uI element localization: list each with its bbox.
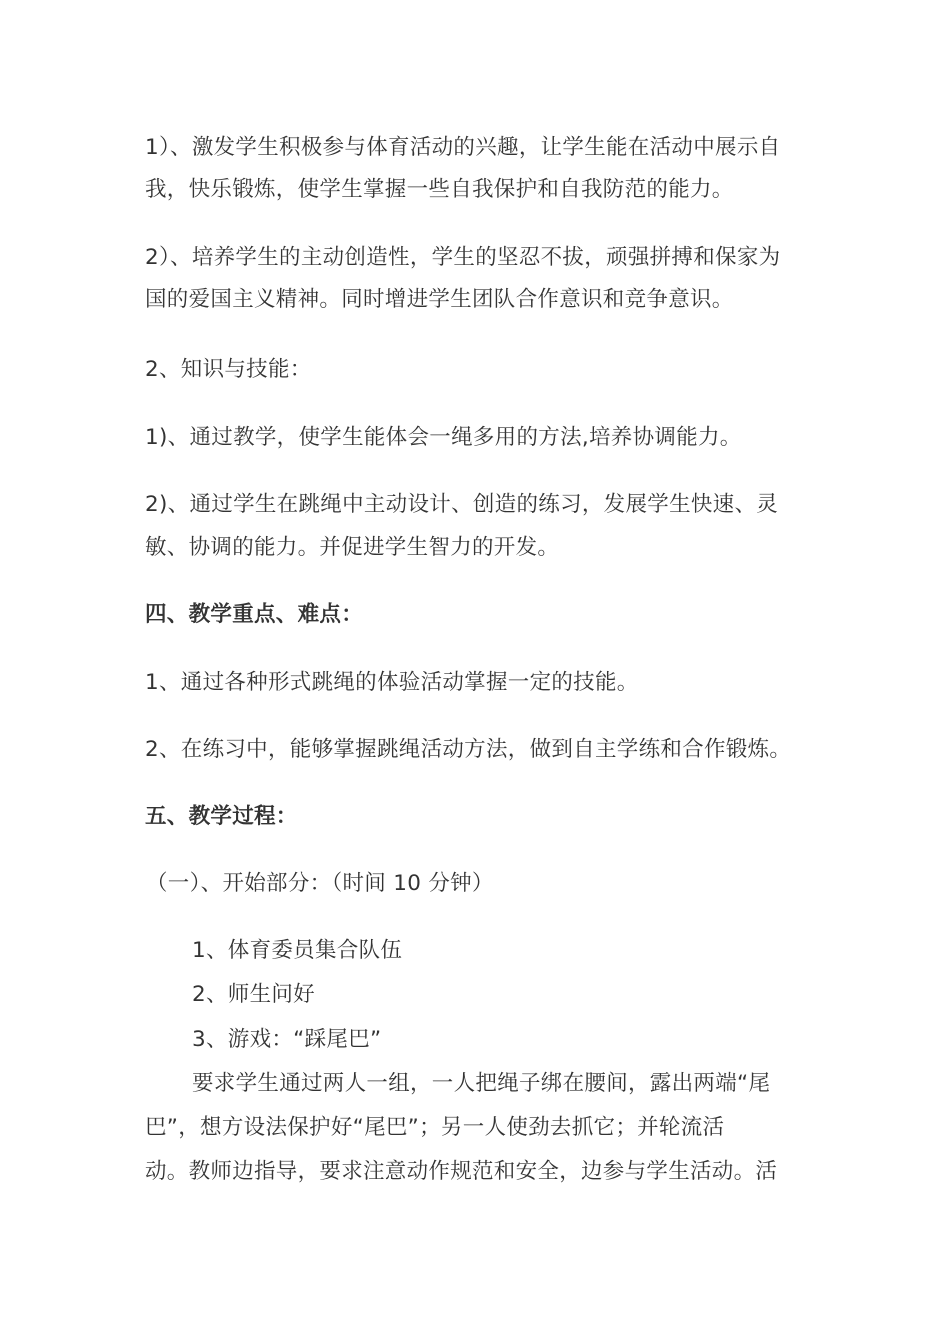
section-heading-teaching-process: 五、教学过程： xyxy=(145,804,298,829)
paragraph-line: 我，快乐锻炼，使学生掌握一些自我保护和自我防范的能力。 xyxy=(145,177,734,202)
paragraph-line: 要求学生通过两人一组，一人把绳子绑在腰间，露出两端“尾 xyxy=(192,1071,771,1096)
paragraph-line: 国的爱国主义精神。同时增进学生团队合作意识和竞争意识。 xyxy=(145,287,734,312)
paragraph-line: 敏、协调的能力。并促进学生智力的开发。 xyxy=(145,535,560,560)
paragraph-line: 1）、激发学生积极参与体育活动的兴趣，让学生能在活动中展示自 xyxy=(145,135,781,160)
list-item: 3、游戏：“踩尾巴” xyxy=(192,1027,382,1052)
paragraph-line: 1)、通过教学，使学生能体会一绳多用的方法,培养协调能力。 xyxy=(145,425,742,450)
subheading-knowledge-skills: 2、知识与技能： xyxy=(145,357,312,382)
paragraph-line: 2)、通过学生在跳绳中主动设计、创造的练习，发展学生快速、灵 xyxy=(145,492,779,517)
paragraph-line: 2）、培养学生的主动创造性，学生的坚忍不拔，顽强拼搏和保家为 xyxy=(145,245,781,270)
paragraph-line: 动。教师边指导，要求注意动作规范和安全，边参与学生活动。活 xyxy=(145,1159,778,1184)
paragraph-line: 2、在练习中，能够掌握跳绳活动方法，做到自主学练和合作锻炼。 xyxy=(145,737,792,762)
subsection-heading-opening: （一）、开始部分：（时间 10 分钟） xyxy=(146,871,494,896)
paragraph-line: 1、通过各种形式跳绳的体验活动掌握一定的技能。 xyxy=(145,670,639,695)
list-item: 1、体育委员集合队伍 xyxy=(192,938,403,963)
list-item: 2、师生问好 xyxy=(192,982,315,1007)
section-heading-key-points: 四、教学重点、难点： xyxy=(145,602,364,627)
paragraph-line: 巴”，想方设法保护好“尾巴”；另一人使劲去抓它；并轮流活 xyxy=(145,1115,725,1140)
